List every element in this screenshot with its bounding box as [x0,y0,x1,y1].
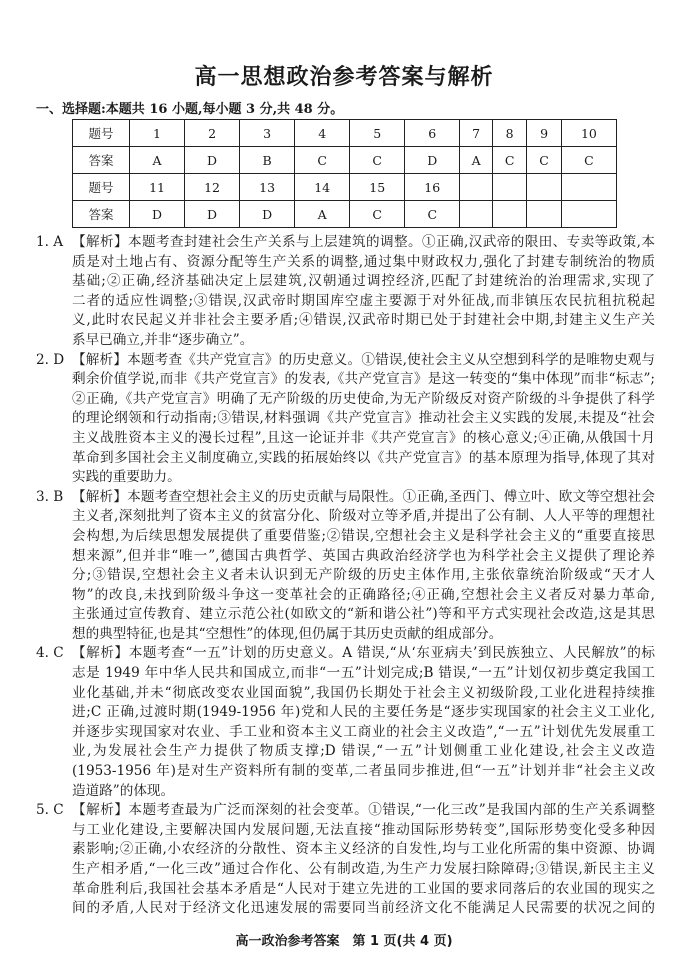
table-cell: 14 [295,174,350,201]
table-cell: 6 [405,120,460,147]
page-title: 高一思想政治参考答案与解析 [194,64,494,90]
explanations [0,233,688,919]
table-cell: 8 [492,120,526,147]
row-header: 题号 [73,174,130,201]
text-line: 主义战胜资本主义的漫长过程”,且这一论证并非《共产党宣言》的核心意义;④正确,从俄国十月 [72,429,655,446]
section-heading: 一、选择题:本题共 16 小题,每小题 3 分,共 48 分。 [36,102,344,117]
question-answer-label: 3. B [36,488,64,505]
text-line: 【解析】本题考查空想社会主义的历史贡献与局限性。①正确,圣西门、傅立叶、欧文等空想社会 [72,488,655,505]
table-cell [527,174,561,201]
table-cell: C [405,201,460,228]
table-cell: 4 [295,120,350,147]
question-answer-label: 1. A [36,234,64,250]
text-line: 造道路”的体现。 [72,782,175,799]
table-cell: A [460,147,493,174]
text-line: 【解析】本题考查“一五”计划的历史意义。A 错误,“从‘东亚病夫’到民族独立、人民解放”的标 [72,645,655,662]
text-line: 想来源”,但并非“唯一”,德国古典哲学、英国古典政治经济学也为科学社会主义提供了理论养 [72,547,655,564]
text-line: 与工业化建设,主要解决国内发展问题,无法直接“推动国际形势转变”,国际形势变化受多种因 [72,821,655,838]
text-line: 二者的适应性调整;③错误,汉武帝时期国库空虚主要源于对外征战,而非镇压农民抗租抗税起 [72,292,655,309]
question-explanation [0,801,688,919]
text-line: 素影响;②正确,小农经济的分散性、资本主义经济的自发性,均与工业化所需的集中资源、协调 [72,841,655,858]
text-line: (1953-1956 年)是对生产资料所有制的变革,二者虽同步推进,但“一五”计划并非“社会主义改 [72,763,655,780]
table-row [73,147,617,174]
table-cell: 5 [350,120,405,147]
text-line: 生产相矛盾,“一化三改”通过合作化、公有制改造,为生产力发展扫除障碍;③错误,新民主主义 [72,861,655,877]
text-line: 主张通过宣传教育、建立示范公社(如欧文的“新和谐公社”)等和平方式实现社会改造,这是其思 [72,606,655,623]
text-line: 主义者,深刻批判了资本主义的贫富分化、阶级对立等矛盾,并提出了公有制、人人平等的理想社 [72,508,655,525]
table-cell: 1 [130,120,185,147]
question-answer-label: 2. D [36,351,65,368]
table-cell: D [185,147,240,174]
table-cell: 15 [350,174,405,201]
row-header: 答案 [73,201,130,228]
text-line: 业,为发展社会生产力提供了物质支撑;D 错误,“一五”计划侧重工业化建设,社会主义改造 [72,743,655,760]
table-row [73,201,617,228]
table-cell: C [527,147,561,174]
table-cell: B [240,147,295,174]
table-row [73,174,617,201]
text-line: 志是 1949 年中华人民共和国成立,而非“一五”计划完成;B 错误,“一五”计划仅初步奠定我国工 [72,665,655,682]
page-footer: 高一政治参考答案 第 1 页(共 4 页) [235,934,453,949]
table-cell: 2 [185,120,240,147]
table-cell: 3 [240,120,295,147]
row-header: 题号 [73,120,130,147]
table-cell: D [240,201,295,228]
question-explanation [0,488,688,645]
table-cell [527,201,561,228]
text-line: 义,此时农民起义并非社会主要矛盾;④错误,汉武帝时期已处于封建社会中期,封建主义生产关 [72,312,655,329]
table-cell: 10 [561,120,616,147]
table-row [73,120,617,147]
table-cell: 13 [240,174,295,201]
answer-table [72,119,617,228]
table-cell [460,174,493,201]
text-line: 物”的改良,未找到阶级斗争这一变革社会的正确路径;④正确,空想社会主义者反对暴力革命, [72,586,655,603]
table-cell: 12 [185,174,240,201]
row-header: 答案 [73,147,130,174]
text-line: 【解析】本题考查最为广泛而深刻的社会变革。①错误,“一化三改”是我国内部的生产关系调整 [72,802,655,819]
text-line: 实践的重要助力。 [72,469,181,486]
text-line: 质是对土地占有、资源分配等生产关系的调整,通过集中财政权力,强化了封建专制统治的物质 [72,253,655,270]
table-cell: C [350,147,405,174]
table-cell [492,174,526,201]
table-cell: A [130,147,185,174]
table-cell: 11 [130,174,185,201]
table-cell: C [295,147,350,174]
question-answer-label: 4. C [36,645,64,662]
table-cell: D [405,147,460,174]
table-cell: C [561,147,616,174]
text-line: 分;③错误,空想社会主义者未认识到无产阶级的历史主体作用,主张依靠统治阶级或“天才人 [72,567,655,584]
table-cell: 16 [405,174,460,201]
text-line: 会构想,为后续思想发展提供了重要借鉴;②错误,空想社会主义是科学社会主义的“重要直接思 [72,527,655,544]
text-line: 想的典型特征,也是其“空想性”的体现,但仍属于其历史贡献的组成部分。 [72,625,503,642]
text-line: 【解析】本题考查《共产党宣言》的历史意义。①错误,使社会主义从空想到科学的是唯物史观与 [72,351,655,368]
text-line: 革命胜利后,我国社会基本矛盾是“人民对于建立先进的工业国的要求同落后的农业国的现实之 [72,880,655,897]
table-cell: A [295,201,350,228]
question-explanation [0,351,688,488]
table-cell [561,174,616,201]
text-line: 革命到多国社会主义制度确立,实践的拓展始终以《共产党宣言》的基本原理为指导,体现了其对 [72,449,655,466]
question-explanation [0,233,688,351]
text-line: 间的矛盾,人民对于经济文化迅速发展的需要同当前经济文化不能满足人民需要的状况之间的 [72,900,655,917]
text-line: ②正确,《共产党宣言》明确了无产阶级的历史使命,为无产阶级反对资产阶级的斗争提供了科学 [72,390,655,407]
question-answer-label: 5. C [36,802,64,819]
text-line: 系早已确立,并非“逐步确立”。 [72,331,254,348]
table-cell: D [130,201,185,228]
text-line: 业化基础,并未“彻底改变农业国面貌”,我国仍长期处于社会主义初级阶段,工业化进程持续推 [72,684,655,701]
table-cell: C [350,201,405,228]
table-cell: D [185,201,240,228]
table-cell: 7 [460,120,493,147]
table-cell [492,201,526,228]
text-line: 【解析】本题考查封建社会生产关系与上层建筑的调整。①正确,汉武帝的限田、专卖等政策,本 [72,234,655,250]
text-line: 并逐步实现国家对农业、手工业和资本主义工商业的社会主义改造”,“一五”计划优先发展重工 [72,723,655,740]
text-line: 的理论纲领和行动指南;③错误,材料强调《共产党宣言》推动社会主义实践的发展,未提及“社会 [72,410,655,427]
text-line: 剩余价值学说,而非《共产党宣言》的发表,《共产党宣言》是这一转变的“集中体现”而非“标志”; [72,371,655,388]
table-cell [460,201,493,228]
text-line: 基础;②正确,经济基础决定上层建筑,汉朝通过调控经济,匹配了封建统治的治理需求,实现了 [72,273,655,290]
table-cell: 9 [527,120,561,147]
text-line: 进;C 正确,过渡时期(1949-1956 年)党和人民的主要任务是“逐步实现国家的社会主义工业化, [72,704,655,721]
question-explanation [0,644,688,801]
table-cell [561,201,616,228]
table-cell: C [492,147,526,174]
